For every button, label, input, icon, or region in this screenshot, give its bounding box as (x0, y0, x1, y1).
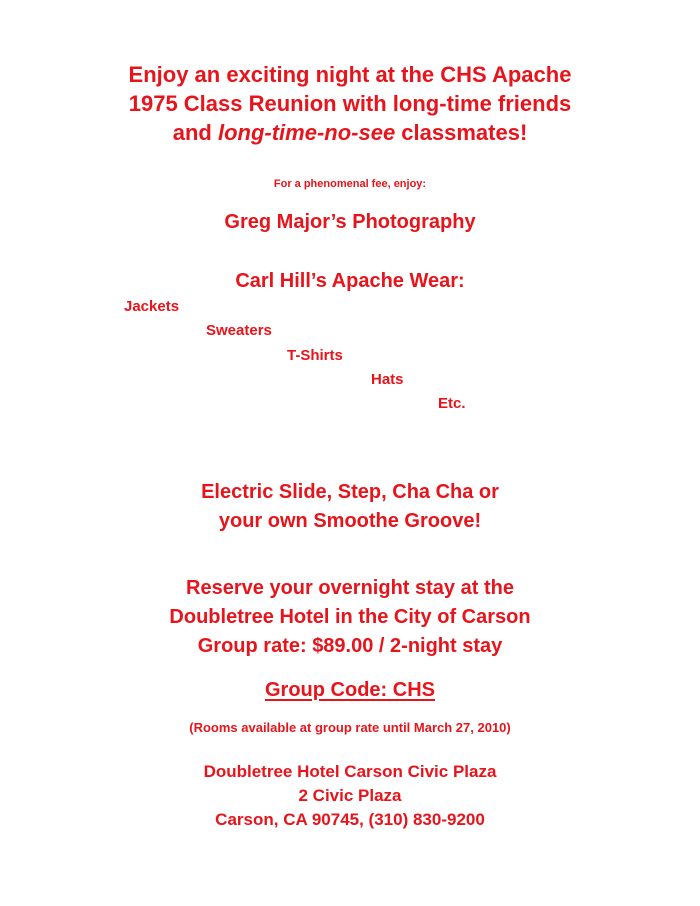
fee-intro: For a phenomenal fee, enjoy: (273, 178, 427, 190)
hotel-address (0, 760, 700, 832)
apparel-item-tshirts: T-Shirts (287, 347, 343, 364)
address-hotel-name: Doubletree Hotel Carson Civic Plaza (203, 762, 497, 781)
group-code: Group Code: CHS (265, 679, 435, 701)
address-city-phone: Carson, CA 90745, (310) 830-9200 (215, 810, 485, 829)
headline-line-2: 1975 Class Reunion with long-time friends (128, 91, 572, 116)
photography-vendor: Greg Major’s Photography (224, 211, 476, 233)
dance-line-2: your own Smoothe Groove! (218, 510, 482, 532)
headline-line-3 (0, 118, 700, 147)
dance-line-1: Electric Slide, Step, Cha Cha or (201, 481, 499, 503)
apparel-item-etc: Etc. (438, 395, 466, 412)
hotel-line-1: Reserve your overnight stay at the (186, 577, 514, 599)
hotel-line-2: Doubletree Hotel in the City of Carson (169, 606, 531, 628)
address-street: 2 Civic Plaza (298, 786, 402, 805)
headline-line-3-start: and (172, 120, 218, 145)
apparel-item-sweaters: Sweaters (206, 322, 272, 339)
apparel-vendor-title: Carl Hill’s Apache Wear: (235, 270, 465, 292)
headline-line-3-end: classmates! (395, 120, 528, 145)
headline-line-1: Enjoy an exciting night at the CHS Apache (128, 62, 572, 87)
apparel-item-jackets: Jackets (124, 298, 180, 315)
apparel-item-hats: Hats (371, 371, 404, 388)
group-rate: Group rate: $89.00 / 2-night stay (197, 635, 503, 657)
rooms-availability-note: (Rooms available at group rate until March 27, 2010) (189, 720, 511, 735)
dance-info (0, 478, 700, 536)
reunion-headline (0, 60, 700, 147)
hotel-reservation-info (0, 574, 700, 661)
headline-italic-phrase: long-time-no-see (217, 120, 396, 145)
